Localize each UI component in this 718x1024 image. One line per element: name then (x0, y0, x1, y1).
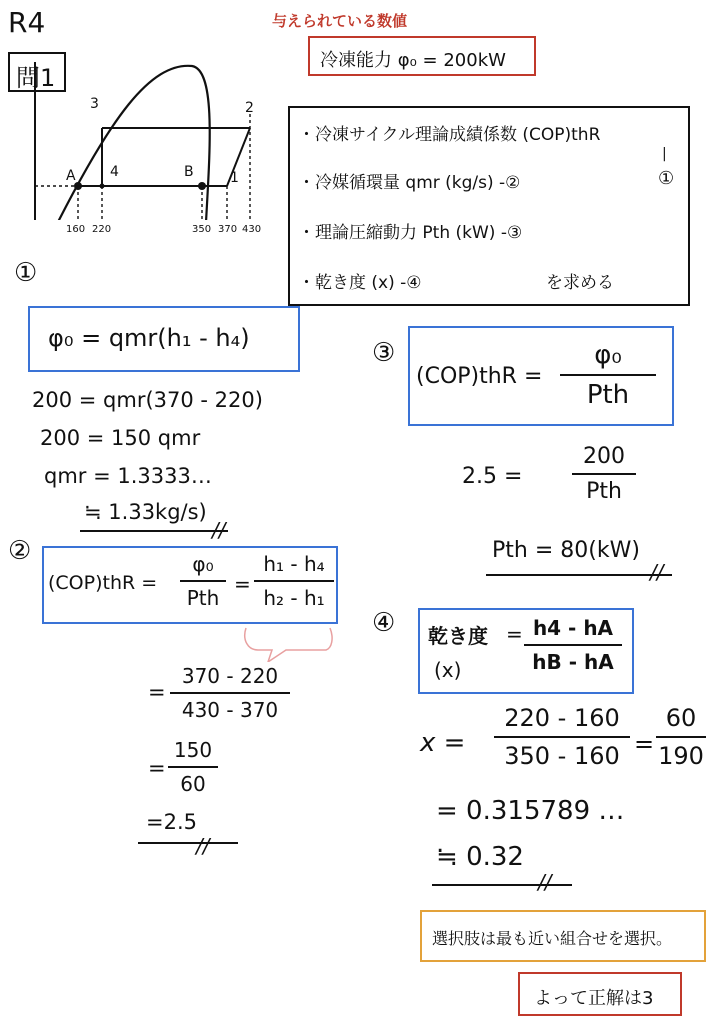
tick-label-160: 160 (66, 224, 86, 235)
tick-label-370: 370 (218, 224, 238, 235)
section2-step-1 (170, 664, 290, 722)
section2-f2-denominator: h₂ - h₁ (263, 586, 325, 610)
tasks-box (288, 106, 690, 306)
section3-end-mark: // (650, 560, 664, 584)
section1-step-3: qmr = 1.3333… (44, 464, 212, 488)
section3-formula-left: (COP)thR = (416, 364, 543, 389)
section3-underline (486, 574, 672, 576)
section1-step-1: 200 = qmr(370 - 220) (32, 388, 263, 412)
tick-label-350: 350 (192, 224, 212, 235)
section3-f-numerator: φ₀ (594, 340, 622, 370)
point-label-b: B (184, 164, 194, 180)
tick-label-430: 430 (242, 224, 262, 235)
section2-s1-numerator: 370 - 220 (181, 664, 279, 688)
point-label-1: 1 (230, 170, 239, 186)
section4-step-3: ≒ 0.32 (436, 842, 524, 872)
section3-fraction (560, 340, 656, 410)
point-label-2: 2 (245, 100, 254, 116)
section2-underline (138, 842, 238, 844)
section1-end-mark: // (212, 518, 226, 542)
task-circle-1-dash: | (662, 146, 667, 162)
section2-step-2 (168, 738, 218, 796)
task-circle-1: ① (658, 168, 675, 189)
section2-s2-denominator: 60 (180, 772, 206, 796)
given-value: 冷凍能力 φ₀ = 200kW (320, 50, 506, 71)
point-4-marker (100, 184, 105, 189)
section4-step-2: = 0.315789 … (436, 796, 625, 826)
section2-formula-box (42, 546, 338, 624)
section2-f2-numerator: h₁ - h₄ (263, 552, 325, 576)
section2-eq-sign-1: = (148, 680, 166, 704)
footer-note: 選択肢は最も近い組合せを選択。 (432, 929, 673, 948)
task-dryness: ・乾き度 (x) -④ (298, 273, 422, 293)
section1-number: ① (14, 258, 38, 288)
point-label-4: 4 (110, 164, 119, 180)
given-values-note: 与えられている数値 (272, 12, 408, 30)
section4-s2-numerator: 60 (665, 704, 697, 732)
section1-formula-box (28, 306, 300, 372)
point-b-marker (198, 182, 206, 190)
section2-equals: = (234, 572, 251, 596)
section2-fraction-1 (180, 552, 226, 610)
ph-diagram (20, 60, 300, 220)
section3-s-denominator: Pth (586, 479, 622, 504)
section4-number: ④ (372, 608, 396, 638)
section4-label-top: 乾き度 (428, 624, 488, 648)
section4-step-1b (656, 704, 706, 770)
section4-eq-2: = (634, 730, 655, 758)
section2-fraction-2 (254, 552, 334, 610)
section4-x-eq: x = (420, 728, 466, 758)
section4-f-numerator: h4 - hA (532, 616, 614, 640)
section4-formula-box (418, 608, 634, 694)
given-value-box (308, 36, 536, 76)
section1-formula: φ₀ = qmr(h₁ - h₄) (48, 324, 250, 352)
section4-eq: = (506, 622, 523, 646)
footer-answer: よって正解は3 (534, 988, 654, 1009)
section2-f1-denominator: Pth (186, 586, 220, 610)
section4-s2-denominator: 190 (658, 742, 704, 770)
section3-step-fraction (572, 444, 636, 504)
section2-end-mark: // (196, 834, 210, 858)
section4-fraction (524, 616, 622, 674)
task-pth: ・理論圧縮動力 Pth (kW) -③ (298, 223, 523, 243)
task-qmr: ・冷媒循環量 qmr (kg/s) -② (298, 173, 521, 193)
section2-f1-numerator: φ₀ (192, 552, 214, 576)
section4-s1-numerator: 220 - 160 (504, 704, 620, 732)
section3-formula-box (408, 326, 674, 426)
section1-underline (80, 530, 228, 532)
saturation-dome (58, 66, 210, 220)
section4-step-1 (494, 704, 630, 770)
footer-note-box (420, 910, 706, 962)
task-suffix: を求める (546, 273, 614, 293)
section2-s2-numerator: 150 (173, 738, 213, 762)
section4-s1-denominator: 350 - 160 (504, 742, 620, 770)
section3-s-numerator: 200 (583, 444, 625, 469)
section2-callout (238, 626, 338, 662)
task-cop: ・冷凍サイクル理論成績係数 (COP)thR (298, 125, 601, 145)
section2-number: ② (8, 536, 32, 566)
section3-step-left: 2.5 = (462, 464, 523, 489)
section4-f-denominator: hB - hA (532, 650, 614, 674)
section1-step-4: ≒ 1.33kg/s) (84, 500, 207, 524)
point-label-3: 3 (90, 96, 99, 112)
section2-eq-sign-2: = (148, 756, 166, 780)
point-label-a: A (66, 168, 76, 184)
section1-step-2: 200 = 150 qmr (40, 426, 201, 450)
section3-f-denominator: Pth (586, 380, 630, 410)
section4-end-mark: // (538, 870, 552, 894)
section2-s1-denominator: 430 - 370 (181, 698, 279, 722)
footer-answer-box (518, 972, 682, 1016)
section4-label-bottom: (x) (434, 658, 462, 682)
tick-label-220: 220 (92, 224, 112, 235)
year-label: R4 (8, 6, 46, 39)
section2-formula-left: (COP)thR = (48, 572, 158, 594)
section2-result: =2.5 (146, 810, 197, 834)
section3-number: ③ (372, 338, 396, 368)
question-number: 問1 (16, 64, 56, 92)
section3-result: Pth = 80(kW) (492, 538, 640, 563)
